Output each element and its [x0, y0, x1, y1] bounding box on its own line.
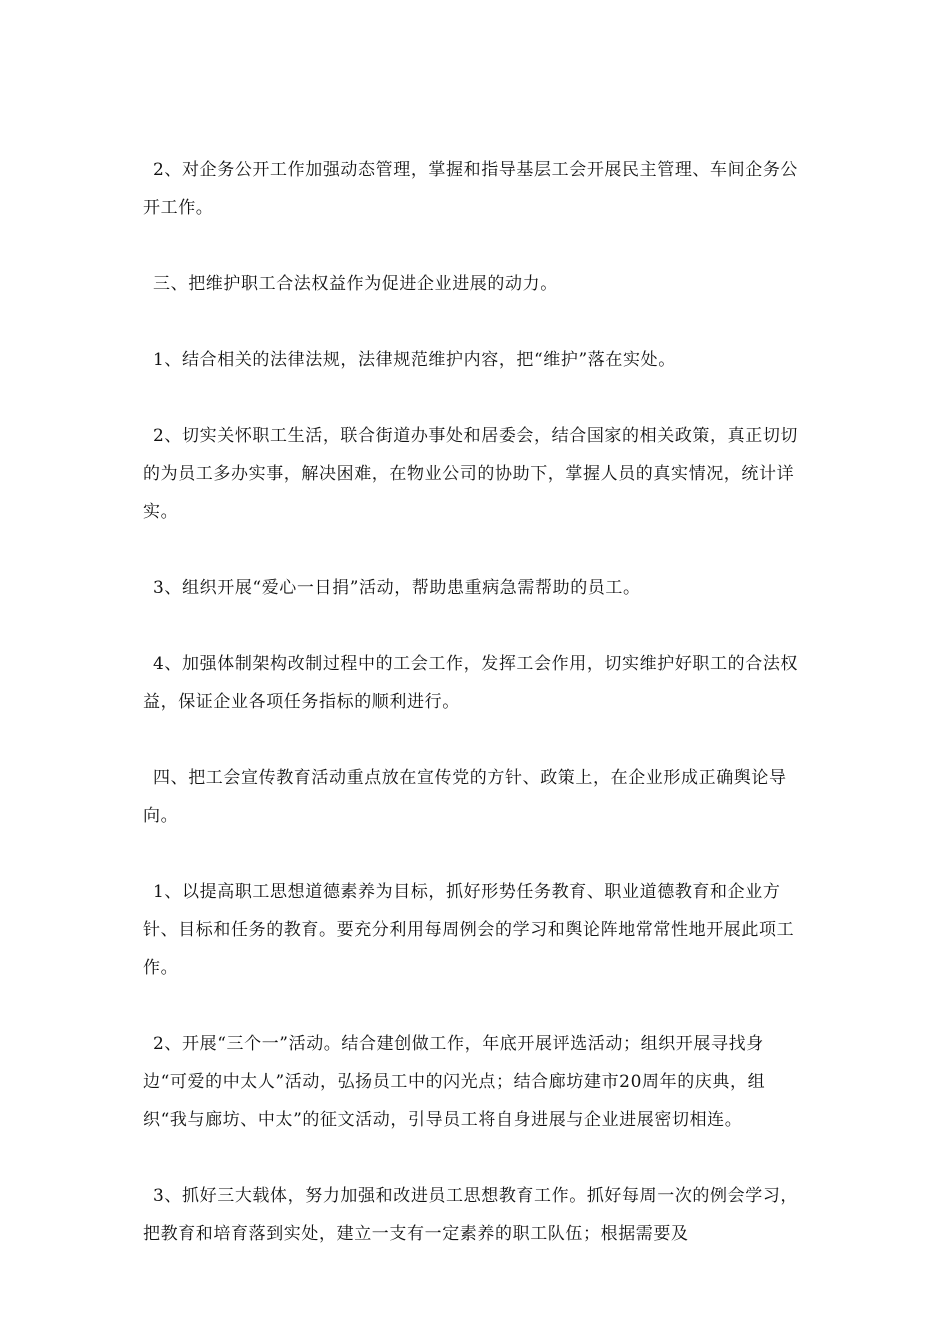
- paragraph-item-2-care: 2、切实关怀职工生活，联合街道办事处和居委会，结合国家的相关政策，真正切切的为员工多办实事，解决困难，在物业公司的协助下，掌握人员的真实情况，统计详实。: [143, 426, 799, 522]
- paragraph-item-2-activities: 2、开展“三个一”活动。结合建创做工作，年底开展评选活动；组织开展寻找身边“可爱的中太人”活动，弘扬员工中的闪光点；结合廊坊建市20周年的庆典，组织“我与廊坊、中太”的征文活动，引导员工将自身进展与企业进展密切相连。: [143, 1034, 766, 1130]
- paragraph-item-1-education: 1、以提高职工思想道德素养为目标，抓好形势任务教育、职业道德教育和企业方针、目标和任务的教育。要充分利用每周例会的学习和舆论阵地常常性地开展此项工作。: [143, 882, 795, 978]
- paragraph-item-4-reform: 4、加强体制架构改制过程中的工会工作，发挥工会作用，切实维护好职工的合法权益，保证企业各项任务指标的顺利进行。: [143, 654, 799, 712]
- document-body: [143, 151, 803, 1291]
- paragraph-item-1-legal: 1、结合相关的法律法规，法律规范维护内容，把“维护”落在实处。: [153, 350, 676, 370]
- section-heading-4: 四、把工会宣传教育活动重点放在宣传党的方针、政策上，在企业形成正确舆论导向。: [143, 768, 787, 826]
- paragraph-item-3-donation: 3、组织开展“爱心一日捐”活动，帮助患重病急需帮助的员工。: [153, 578, 641, 598]
- section-heading-3: 三、把维护职工合法权益作为促进企业进展的动力。: [153, 274, 558, 294]
- paragraph-item-3-carriers: 3、抓好三大载体，努力加强和改进员工思想教育工作。抓好每周一次的例会学习，把教育和培育落到实处，建立一支有一定素养的职工队伍；根据需要及: [143, 1186, 799, 1244]
- paragraph-item-2-disclosure: 2、对企务公开工作加强动态管理，掌握和指导基层工会开展民主管理、车间企务公开工作。: [143, 160, 799, 218]
